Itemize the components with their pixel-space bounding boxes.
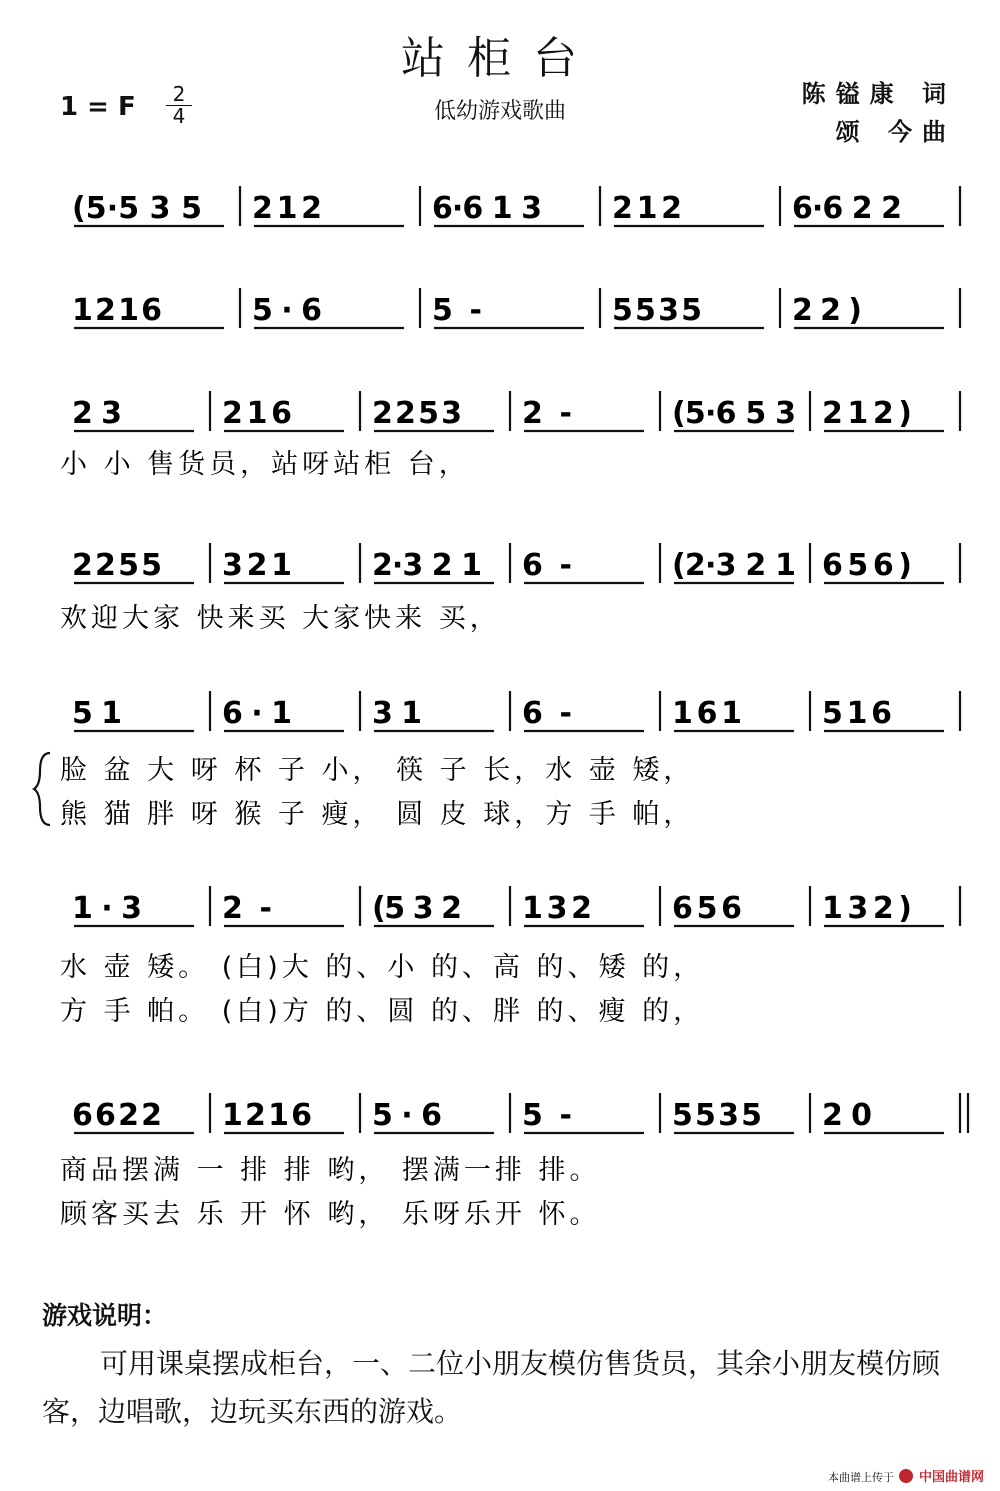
measure-notes: 2·3 2 1 (372, 548, 482, 583)
measure-notes: 1 3 2 ) (822, 891, 912, 926)
game-instructions-heading: 游戏说明： (42, 1301, 168, 1330)
game-instructions-text: 可用课桌摆成柜台，一、二位小朋友模仿售货员，其余小朋友模仿顾客，边唱歌，边玩买东西的游戏。 (42, 1347, 941, 1428)
measure-notes: 2 3 (72, 396, 122, 431)
measure-notes: 6 5 6 (672, 891, 742, 926)
measure-notes: 2 - (222, 891, 272, 926)
measure-notes: 2 1 6 (222, 396, 292, 431)
measure-notes: 3 1 (372, 696, 422, 731)
measure-notes: 5 · 6 (252, 293, 322, 328)
measure-notes: 3 2 1 (222, 548, 292, 583)
lyric-line: 商品摆满 一 排 排 哟， 摆满一排 排。 (60, 1155, 601, 1186)
lyric-line: 小 小 售货员，站呀站柜 台， (60, 449, 470, 480)
song-title: 站柜台 (401, 33, 599, 84)
measure-notes: 1 2 1 6 (72, 293, 162, 328)
measure-notes: 2 - (522, 396, 572, 431)
measure-notes: 2 1 2 (612, 191, 682, 226)
measure-notes: 1 6 1 (672, 696, 742, 731)
site-logo-icon (899, 1469, 913, 1483)
lyric-line: 脸 盆 大 呀 杯 子 小， 筷 子 长，水 壶 矮， (60, 755, 695, 786)
measure-notes: 5 5 3 5 (672, 1098, 762, 1133)
site-name: 中国曲谱网 (918, 1470, 984, 1485)
measure-notes: 5 1 (72, 696, 122, 731)
measure-notes: (2·3 2 1 (672, 548, 796, 583)
measure-notes: 5 - (432, 293, 482, 328)
measure-notes: 6·6 2 2 (792, 191, 902, 226)
measure-notes: 6 - (522, 696, 572, 731)
source-footer (828, 1466, 984, 1485)
lyric-line: 熊 猫 胖 呀 猴 子 瘦， 圆 皮 球，方 手 帕， (60, 799, 695, 830)
lyric-line: 水 壶 矮。 (白)大 的、小 的、高 的、矮 的， (60, 952, 705, 983)
measure-notes: 2 0 (822, 1098, 872, 1133)
measure-notes: 5 · 6 (372, 1098, 442, 1133)
lyricist-credit: 陈镒康 词 (801, 80, 956, 108)
verse-brace (34, 753, 50, 825)
lyric-line: 顾客买去 乐 开 怀 哟， 乐呀乐开 怀。 (60, 1199, 601, 1230)
measure-notes: 2 1 2 (252, 191, 322, 226)
measure-notes: 1 3 2 (522, 891, 592, 926)
measure-notes: 1 2 1 6 (222, 1098, 312, 1133)
measure-notes: 5 - (522, 1098, 572, 1133)
measure-notes: (5·6 5 3 (672, 396, 796, 431)
measure-notes: 6 · 1 (222, 696, 292, 731)
measure-notes: 6·6 1 3 (432, 191, 542, 226)
measure-notes: (5·5 3 5 (72, 191, 202, 226)
measure-notes: 1 · 3 (72, 891, 142, 926)
measure-notes: 5 5 3 5 (612, 293, 702, 328)
measure-notes: 2 2 5 5 (72, 548, 162, 583)
measure-notes: 2 2 ) (792, 293, 862, 328)
lyric-line: 方 手 帕。 (白)方 的、圆 的、胖 的、瘦 的， (60, 996, 705, 1027)
lyric-line: 欢迎大家 快来买 大家快来 买， (60, 603, 501, 634)
measure-notes: (5 3 2 (372, 891, 462, 926)
measure-notes: 6 - (522, 548, 572, 583)
measure-notes: 6 6 2 2 (72, 1098, 162, 1133)
upload-note: 本曲谱上传于 (827, 1471, 894, 1484)
measure-notes: 2 2 5 3 (372, 396, 462, 431)
time-signature-bottom: 4 (172, 104, 186, 128)
key-signature: 1 = F (60, 92, 136, 122)
measure-notes: 2 1 2 ) (822, 396, 912, 431)
composer-credit: 颂 今曲 (835, 118, 956, 146)
time-signature-top: 2 (172, 82, 186, 106)
measure-notes: 5 1 6 (822, 696, 892, 731)
song-subtitle: 低幼游戏歌曲 (433, 99, 566, 124)
measure-notes: 6 5 6 ) (822, 548, 912, 583)
